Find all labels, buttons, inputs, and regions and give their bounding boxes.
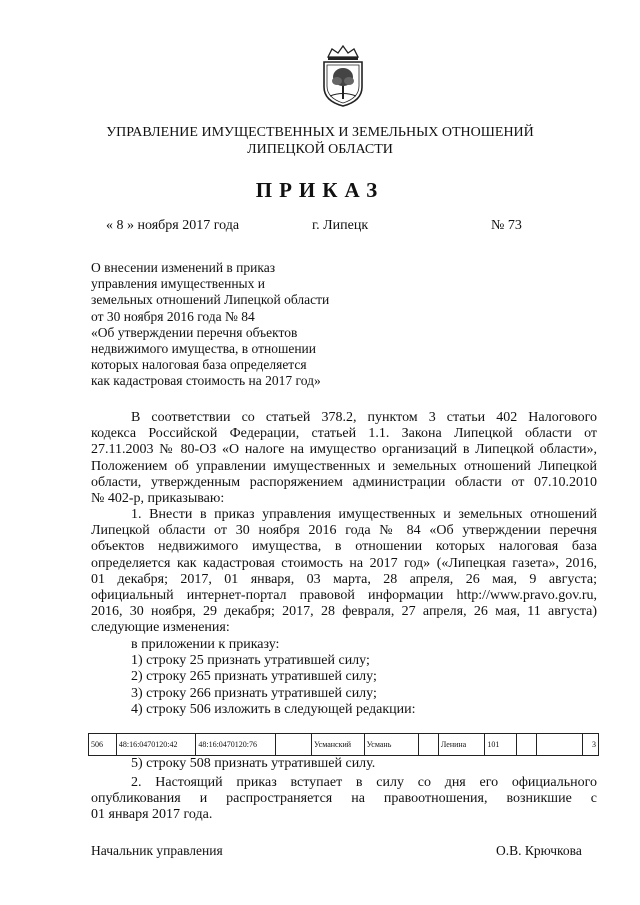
table-cell: 101 (485, 734, 517, 756)
body-line: 2016, 30 ноября, 29 декабря; 2017, 28 февраля, 27 апреля, 26 мая, 11 августа) (91, 604, 597, 620)
subject-line: «Об утверждении перечня объектов (91, 324, 298, 340)
order-number: № 73 (491, 218, 522, 233)
body-line: 1. Внести в приказ управления имущественных и земельных отношений (131, 507, 597, 522)
clause-2-paragraph (91, 775, 597, 824)
row-506-table (88, 733, 599, 756)
signatory-name: О.В. Крючкова (496, 843, 582, 858)
body-line: определяется как кадастровая стоимость на 2017 год» («Липецкая газета», 2016, (91, 555, 597, 571)
table-cell (536, 734, 582, 756)
body-line: № 402-р, приказываю: (91, 491, 225, 507)
table-cell (275, 734, 311, 756)
body-line: официальный интернет-портал правовой информации http://www.pravo.gov.ru, (91, 588, 597, 604)
list-item: 1) строку 25 признать утратившей силу; (131, 653, 370, 669)
body-line: 27.11.2003 № 80-ОЗ «О налоге на имущество организаций в Липецкой области», (91, 442, 597, 458)
table-cell (517, 734, 537, 756)
list-item: 4) строку 506 изложить в следующей редакции: (131, 701, 416, 717)
table-cell: Усмань (364, 734, 419, 756)
subject-line: от 30 ноября 2016 года № 84 (91, 308, 255, 324)
subject-line: земельных отношений Липецкой области (91, 292, 330, 308)
order-city: г. Липецк (312, 218, 369, 233)
coat-of-arms-icon (318, 43, 368, 109)
body-line: Положением об управлении имущественных и земельных отношений Липецкой (91, 458, 597, 474)
body-line: кодекса Российской Федерации, статьей 1.1. Закона Липецкой области от (91, 426, 597, 442)
signatory-position: Начальник управления (91, 843, 223, 858)
list-item: 5) строку 508 признать утратившей силу. (131, 756, 376, 771)
body-line: В соответствии со статьей 378.2, пунктом 3 статьи 402 Налогового (131, 410, 597, 425)
order-subject (91, 260, 391, 390)
subject-line: которых налоговая база определяется (91, 357, 307, 373)
body-line: Липецкой области от 30 ноября 2016 года № 84 «Об утверждении перечня (91, 523, 597, 539)
subject-line: О внесении изменений в приказ (91, 260, 276, 275)
list-item: 3) строку 266 признать утратившей силу; (131, 685, 377, 701)
subject-line: управления имущественных и (91, 276, 265, 292)
table-cell: Усманский (311, 734, 364, 756)
organization-name-line2: ЛИПЕЦКОЙ ОБЛАСТИ (247, 142, 393, 157)
table-row (89, 734, 599, 756)
body-line: 01 января 2017 года. (91, 807, 213, 823)
body-line: 01 декабря; 2017, 01 января, 03 марта, 28 апреля, 26 мая, 9 августа; (91, 571, 597, 587)
table-cell: 48:16:0470120:42 (116, 734, 195, 756)
subject-line: недвижимого имущества, в отношении (91, 341, 317, 357)
subject-line: как кадастровая стоимость на 2017 год» (91, 373, 321, 389)
document-type-title: ПРИКАЗ (255, 178, 385, 202)
table-cell: 3 (583, 734, 599, 756)
body-line: области, утвержденным распоряжением администрации области от 07.10.2010 (91, 474, 597, 490)
table-cell: 506 (89, 734, 117, 756)
order-date: « 8 » ноября 2017 года (106, 218, 240, 233)
organization-name-line1: УПРАВЛЕНИЕ ИМУЩЕСТВЕННЫХ И ЗЕМЕЛЬНЫХ ОТНОШЕНИЙ (106, 125, 534, 140)
table-cell (419, 734, 439, 756)
body-line: объектов недвижимого имущества, в отношении которых налоговая база (91, 539, 597, 555)
preamble-paragraph (91, 410, 597, 507)
list-item: в приложении к приказу: (131, 637, 280, 652)
clause-1-paragraph (91, 507, 597, 637)
body-line: опубликования и распространяется на правоотношения, возникшие с (91, 791, 597, 807)
body-line: 2. Настоящий приказ вступает в силу со дня его официального (131, 775, 597, 790)
amendment-list (131, 637, 551, 718)
table-cell: Ленина (438, 734, 484, 756)
body-line: следующие изменения: (91, 620, 230, 636)
list-item-5 (131, 756, 551, 772)
list-item: 2) строку 265 признать утратившей силу; (131, 669, 377, 685)
table-cell: 48:16:0470120:76 (196, 734, 275, 756)
